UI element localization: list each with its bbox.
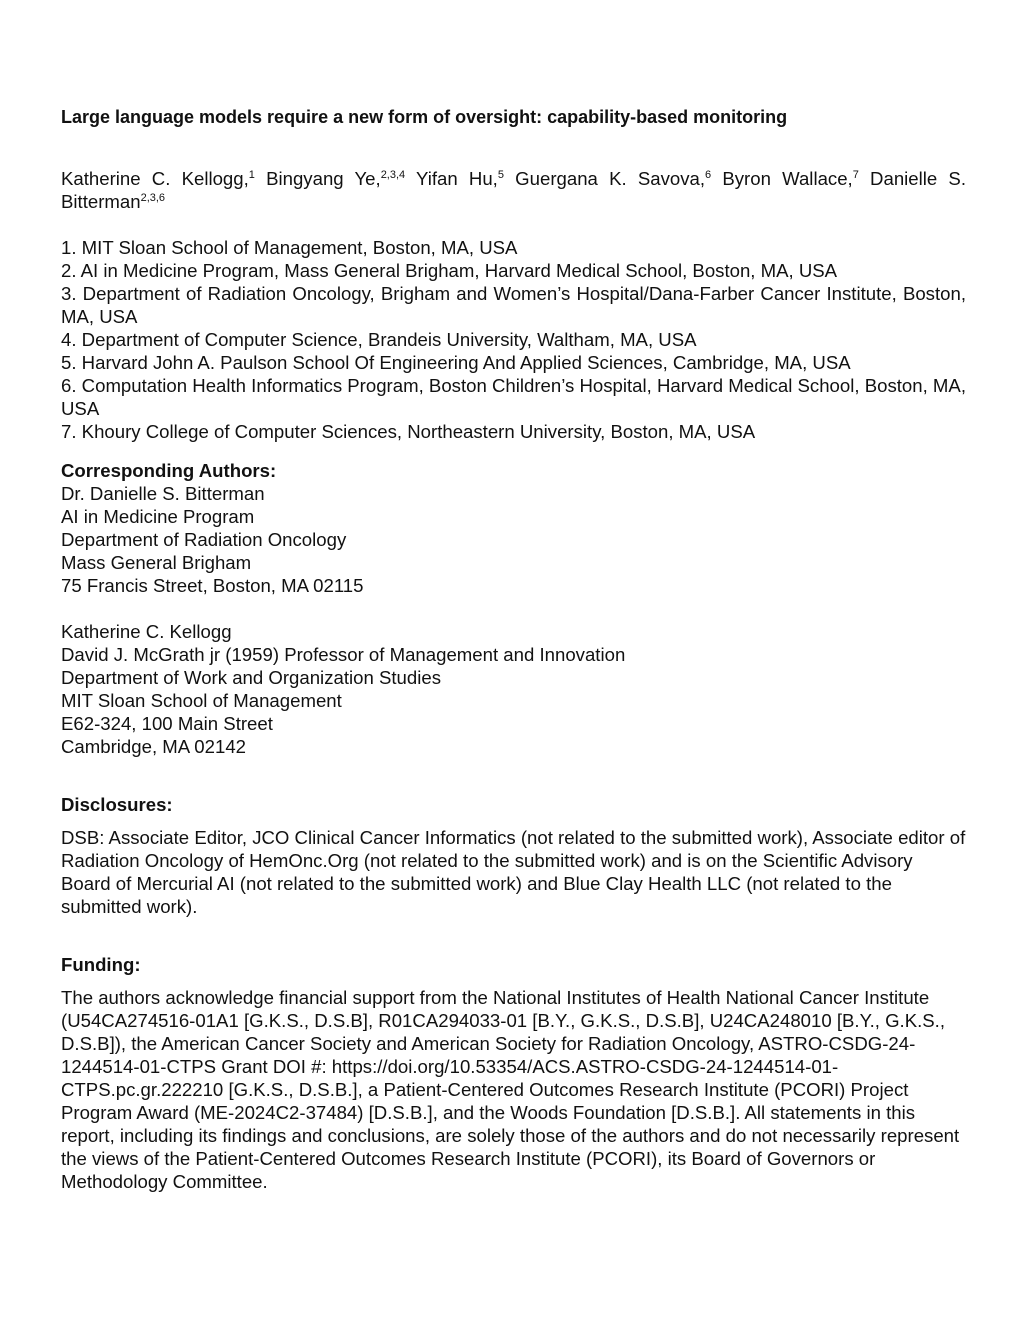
address-line: Mass General Brigham (61, 552, 252, 573)
section-heading: Corresponding Authors: (61, 460, 277, 481)
author: Bingyang Ye,$^{2,3,4}$ (266, 168, 406, 189)
section-heading: Disclosures: (61, 794, 173, 815)
author: Katherine C. Kellogg,$^1$ (61, 168, 255, 189)
address-line: 75 Francis Street, Boston, MA 02115 (61, 575, 364, 596)
section-heading: Funding: (61, 954, 141, 975)
funding-text: The authors acknowledge financial support from the National Institutes of Health National Cancer Institute (U54CA274516-01A1 [G.K.S., D.S.B], R01CA294033-01 [B.Y., G.K.S., D.S.B], U24CA248010 [B.Y., G.K.S., D.S.B]), the American Cancer Society and American Society for Radiation Oncology, ASTRO-CSDG-24-1244514-01-CTPS Grant DOI #: https://doi.org/10.53354/ACS.ASTRO-CSDG-24-1244514-01-CTPS.pc.gr.222210 [G.K.S., D.S.B.], a Patient-Centered Outcomes Research Institute (PCORI) Project Program Award (ME-2024C2-37484) [D.S.B.], and the Woods Foundation [D.S.B.]. All statements in this report, including its findings and conclusions, are solely those of the authors and do not necessarily represent the views of the Patient-Centered Outcomes Research Institute (PCORI), its Board of Governors or Methodology Committee. (61, 987, 960, 1192)
address-line: David J. McGrath jr (1959) Professor of Management and Innovation (61, 644, 626, 665)
address-line: Department of Radiation Oncology (61, 529, 347, 550)
address-line: E62-324, 100 Main Street (61, 713, 273, 734)
address-line: Katherine C. Kellogg (61, 621, 232, 642)
funding-section (61, 953, 966, 1193)
affiliation: 1. MIT Sloan School of Management, Boston, MA, USA (61, 237, 518, 258)
author: Yifan Hu,$^5$ (416, 168, 504, 189)
address-line: Dr. Danielle S. Bitterman (61, 483, 265, 504)
affiliation: 5. Harvard John A. Paulson School Of Engineering And Applied Sciences, Cambridge, MA, USA (61, 352, 851, 373)
disclosures-text: DSB: Associate Editor, JCO Clinical Cancer Informatics (not related to the submitted work), Associate editor of Radiation Oncology of HemOnc.Org (not related to the submitted work) and is on the Scientific Advisory Board of Mercurial AI (not related to the submitted work) and Blue Clay Health LLC (not related to the submitted work). (61, 827, 966, 917)
author: Guergana K. Savova,$^6$ (515, 168, 712, 189)
affiliation: 4. Department of Computer Science, Brandeis University, Waltham, MA, USA (61, 329, 697, 350)
author: Danielle S. Bitterman$^{2,3,6}$ (61, 168, 966, 212)
affiliation: 3. Department of Radiation Oncology, Brigham and Women’s Hospital/Dana-Farber Cancer Institute, Boston, MA, USA (61, 283, 966, 327)
affiliation: 2. AI in Medicine Program, Mass General Brigham, Harvard Medical School, Boston, MA, USA (61, 260, 838, 281)
disclosures-section (61, 793, 966, 918)
address-line: AI in Medicine Program (61, 506, 255, 527)
corresponding-authors-section (61, 459, 966, 758)
paper-title: Large language models require a new form of oversight: capability-based monitoring (61, 107, 788, 127)
author-list (61, 167, 966, 213)
author: Byron Wallace,$^7$ (722, 168, 859, 189)
affiliation: 6. Computation Health Informatics Program, Boston Children’s Hospital, Harvard Medical School, Boston, MA, USA (61, 375, 966, 419)
address-line: Cambridge, MA 02142 (61, 736, 247, 757)
address-line: Department of Work and Organization Studies (61, 667, 441, 688)
address-line: MIT Sloan School of Management (61, 690, 342, 711)
affiliation: 7. Khoury College of Computer Sciences, Northeastern University, Boston, MA, USA (61, 421, 756, 442)
affiliation-list (61, 236, 966, 443)
